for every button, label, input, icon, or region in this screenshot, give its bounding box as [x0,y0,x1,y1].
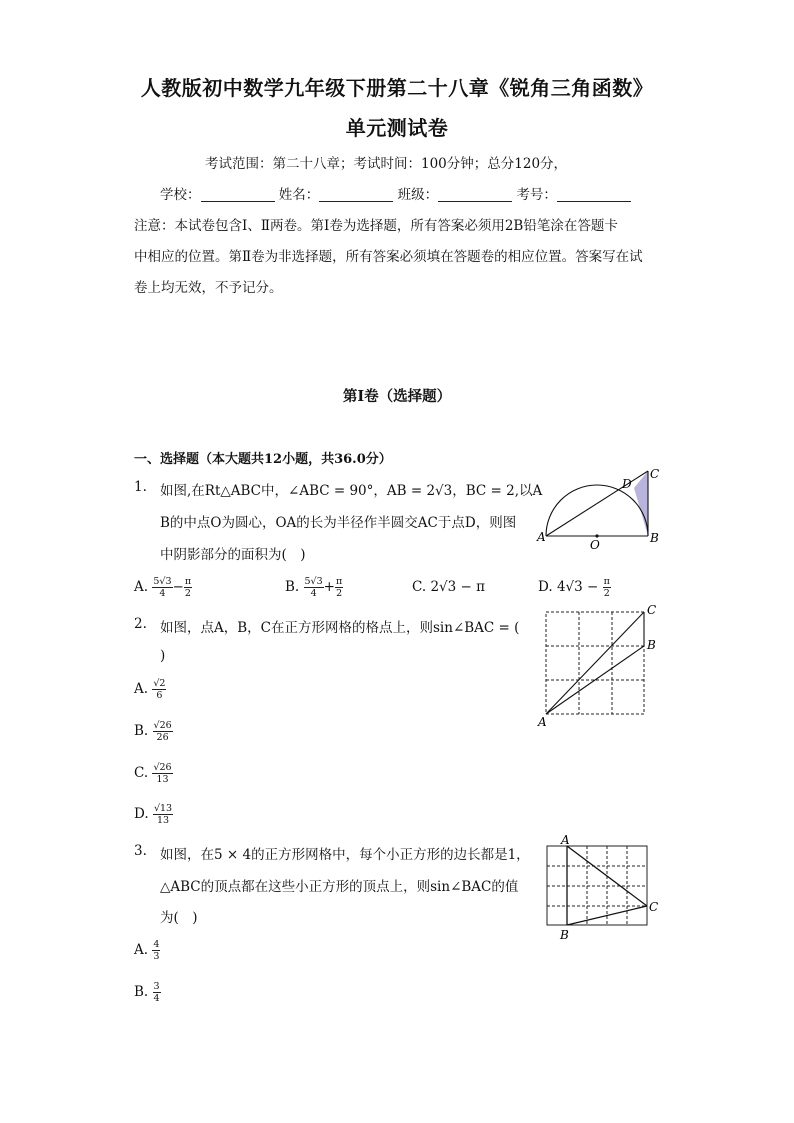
q2-figure [535,601,665,731]
q1-option-a[interactable]: A. $\frac{5√3}{4}$ − $\frac{\pi}{2}$ [134,576,192,599]
school-label: 学校： [160,187,201,203]
q3-line1: 如图，在5 × 4的正方形网格中，每个小正方形的边长都是1， [160,847,530,863]
q1-option-b[interactable]: B. $\frac{5√3}{4}$ + $\frac{\pi}{2}$ [285,576,343,599]
section-heading: 一、选择题（本大题共12小题，共36.0分） [134,452,392,467]
q3-line2: △ABC的顶点都在这些小正方形的顶点上，则sin∠BAC的值 [160,879,519,895]
q2-line1: 如图，点A，B，C在正方形网格的格点上，则sin∠BAC = ( [160,620,520,636]
q2-line-ab [546,646,644,714]
q1-label-o: O [590,538,600,550]
q2-line2: ) [160,648,166,664]
name-blank [319,187,393,202]
notice-line-3: 卷上均无效，不予记分。 [134,280,283,296]
q3-option-b[interactable]: B. $\frac{3}{4}$ [134,981,160,1004]
q2-option-c[interactable]: C. $\frac{√26}{13}$ [134,762,172,785]
q1-number: 1. [134,479,147,495]
q3-label-a: A [561,833,570,847]
q1-semicircle [546,485,648,536]
notice-line-1: 注意：本试卷包含Ⅰ、Ⅱ两卷。第Ⅰ卷为选择题，所有答案必须用2B铅笔涂在答题卡 [134,218,618,234]
q1-label-a: A [537,530,546,544]
id-label: 考号： [516,187,557,203]
section-title: 第Ⅰ卷（选择题） [342,388,452,405]
name-label: 姓名： [278,187,320,203]
q2-option-b[interactable]: B. $\frac{√26}{26}$ [134,720,172,743]
id-blank [557,187,631,202]
paper-title: 人教版初中数学九年级下册第二十八章《锐角三角函数》 [140,76,654,100]
notice-line-2: 中相应的位置。第Ⅱ卷为非选择题，所有答案必须填在答题卷的相应位置。答案写在试 [134,249,643,265]
q3-option-a[interactable]: A. $\frac{4}{3}$ [134,939,160,962]
q3-label-b: B [560,928,569,942]
school-blank [201,187,275,202]
q1-line-ac [546,471,648,536]
q2-line-ac [546,612,644,714]
q1-option-d[interactable]: D. 4√3 − $\frac{\pi}{2}$ [538,576,610,599]
q2-label-b: B [647,638,656,652]
paper-subtitle: 单元测试卷 [345,116,449,140]
q1-option-c[interactable]: C. 2√3 − π [412,579,485,595]
exam-info: 考试范围：第二十八章；考试时间：100分钟；总分120分， [205,156,568,172]
class-label: 班级： [397,187,439,203]
q1-line3: 中阴影部分的面积为( ) [160,547,306,563]
student-info-row [160,183,631,203]
q3-line3: 为( ) [160,910,198,926]
q3-label-c: C [649,900,659,914]
q1-label-b: B [650,531,659,545]
q2-option-a[interactable]: A. $\frac{√2}{6}$ [134,678,166,701]
q1-label-d: D [622,477,632,491]
q1-line2: B的中点O为圆心，OA的长为半径作半圆交AC于点D，则图 [160,515,517,531]
q3-number: 3. [134,843,147,859]
q2-option-d[interactable]: D. $\frac{√13}{13}$ [134,803,173,826]
q2-number: 2. [134,616,147,632]
q2-label-a: A [538,715,547,729]
q3-figure [540,832,665,944]
class-blank [438,187,512,202]
q1-figure [535,466,665,550]
q2-label-c: C [647,603,657,617]
q1-line1: 如图,在Rt△ABC中，∠ABC = 90°，AB = 2√3，BC = 2,以A [160,483,543,499]
q1-label-c: C [650,467,660,481]
q3-grid [547,846,647,925]
